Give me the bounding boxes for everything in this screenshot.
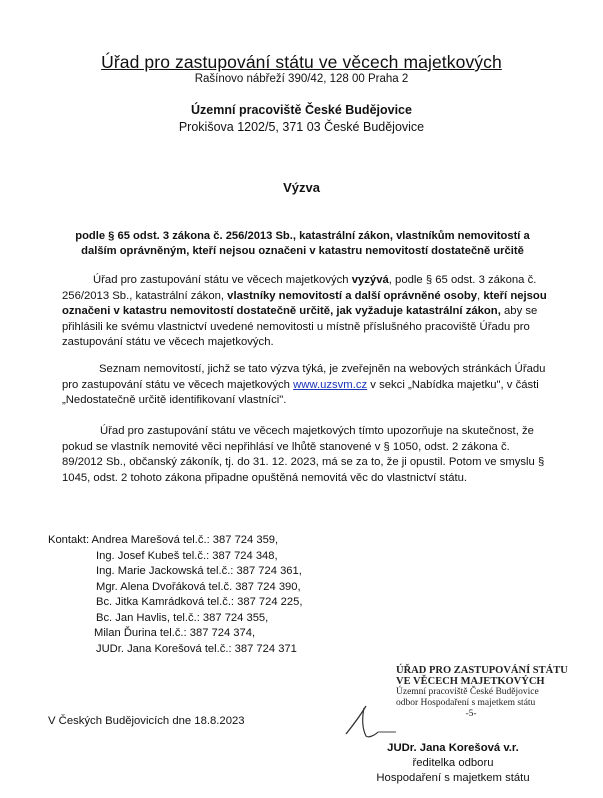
contact-item: Ing. Marie Jackowská tel.č.: 387 724 361, — [96, 565, 302, 577]
contacts-label: Kontakt: — [48, 534, 90, 546]
p1-text-c: , podle § 65 odst. 3 zákona č. 256/2013 Sb., katastrální zákon, — [62, 274, 537, 302]
signatory-role-1: ředitelka odboru — [412, 757, 494, 769]
p2-text-b: v sekci „Nabídka majetku", v části „Nedostatečně určitě identifikovaní vlastníci". — [62, 378, 539, 406]
contact-row — [48, 564, 302, 580]
contact-row — [48, 533, 302, 549]
contact-row — [48, 611, 302, 627]
branch-name: Územní pracoviště České Budějovice — [191, 103, 412, 117]
stamp-line-4: odbor Hospodaření s majetkem státu — [396, 698, 536, 708]
p1-text-d: vlastníky nemovitostí a další oprávněné osoby — [227, 289, 478, 302]
handwritten-signature — [340, 698, 400, 745]
signatory-name: JUDr. Jana Korešová v.r. — [387, 742, 519, 754]
signature-block — [368, 741, 538, 786]
document-subtitle: podle § 65 odst. 3 zákona č. 256/2013 Sb., katastrální zákon, vlastníkům nemovitostí a dalším oprávněným, kteří nejsou označeni v katastru nemovitostí dostatečně určitě — [75, 230, 530, 257]
p1-text-e: , — [477, 289, 484, 302]
branch-address: Prokišova 1202/5, 371 03 České Budějovice — [178, 120, 425, 134]
website-link[interactable]: www.uzsvm.cz — [293, 378, 368, 391]
contact-item: Mgr. Alena Dvořáková tel.č. 387 724 390, — [96, 580, 301, 593]
contact-row — [48, 626, 302, 642]
p1-text-a: Úřad pro zastupování státu ve věcech majetkových — [93, 274, 352, 286]
contact-item: Andrea Marešová tel.č.: 387 724 359, — [91, 534, 279, 546]
contact-row — [48, 595, 302, 611]
p2-text-a: Seznam nemovitostí, jichž se tato výzva týká, je zveřejněn na webových stránkách Úřadu pro zastupování státu ve věcech majetkových — [62, 363, 546, 391]
p1-text-b: vyzývá — [351, 274, 389, 286]
document-title: Výzva — [283, 180, 320, 195]
organization-address: Rašínovo nábřeží 390/42, 128 00 Praha 2 — [194, 73, 409, 85]
contact-row — [48, 549, 302, 565]
p1-text-f: kteří nejsou označeni v katastru nemovitostí dostatečně určitě, jak vyžaduje katastrální zákon, — [62, 289, 547, 317]
signatory-role-2: Hospodaření s majetkem státu — [376, 772, 530, 784]
contact-item: Milan Ďurina tel.č.: 387 724 374, — [94, 627, 256, 639]
p1-text-g: aby se přihlásili ke svému vlastnictví uvedené nemovitosti u místně příslušného pracoviště Úřadu pro zastupování státu ve věcech majetkových. — [62, 305, 538, 348]
contact-item: Bc. Jan Havlis, tel.č.: 387 724 355, — [96, 611, 269, 624]
paragraph-3: Úřad pro zastupování státu ve věcech majetkových tímto upozorňuje na skutečnost, že pokud se vlastník nemovité věci nepřihlásí ve lhůtě stanovené v § 1050, odst. 2 zákona č. 89/2012 Sb., občanský zákoník, tj. do 31. 12. 2023, má se za to, že ji opustil. Potom ve smyslu § 1045, odst. 2 tohoto zákona připadne opuštěná nemovitá věc do vlastnictví státu. — [62, 425, 545, 484]
official-stamp — [396, 665, 571, 720]
contact-item: Ing. Josef Kubeš tel.č.: 387 724 348, — [96, 549, 278, 562]
contact-item: JUDr. Jana Korešová tel.č.: 387 724 371 — [96, 642, 297, 655]
stamp-line-3: Územní pracoviště České Budějovice — [396, 687, 539, 697]
paragraph-2 — [62, 362, 552, 409]
organization-name: Úřad pro zastupování státu ve věcech majetkových — [101, 52, 502, 72]
paragraph-1 — [62, 273, 552, 351]
contact-row — [48, 580, 302, 596]
place-and-date: V Českých Budějovicích dne 18.8.2023 — [48, 715, 245, 727]
stamp-line-2: VE VĚCECH MAJETKOVÝCH — [396, 676, 545, 687]
contacts-block — [48, 533, 302, 657]
stamp-line-5: -5- — [465, 709, 477, 719]
contact-row — [48, 642, 302, 658]
contact-item: Bc. Jitka Kamrádková tel.č.: 387 724 225, — [96, 596, 303, 608]
stamp-line-1: ÚŘAD PRO ZASTUPOVÁNÍ STÁTU — [396, 665, 568, 676]
